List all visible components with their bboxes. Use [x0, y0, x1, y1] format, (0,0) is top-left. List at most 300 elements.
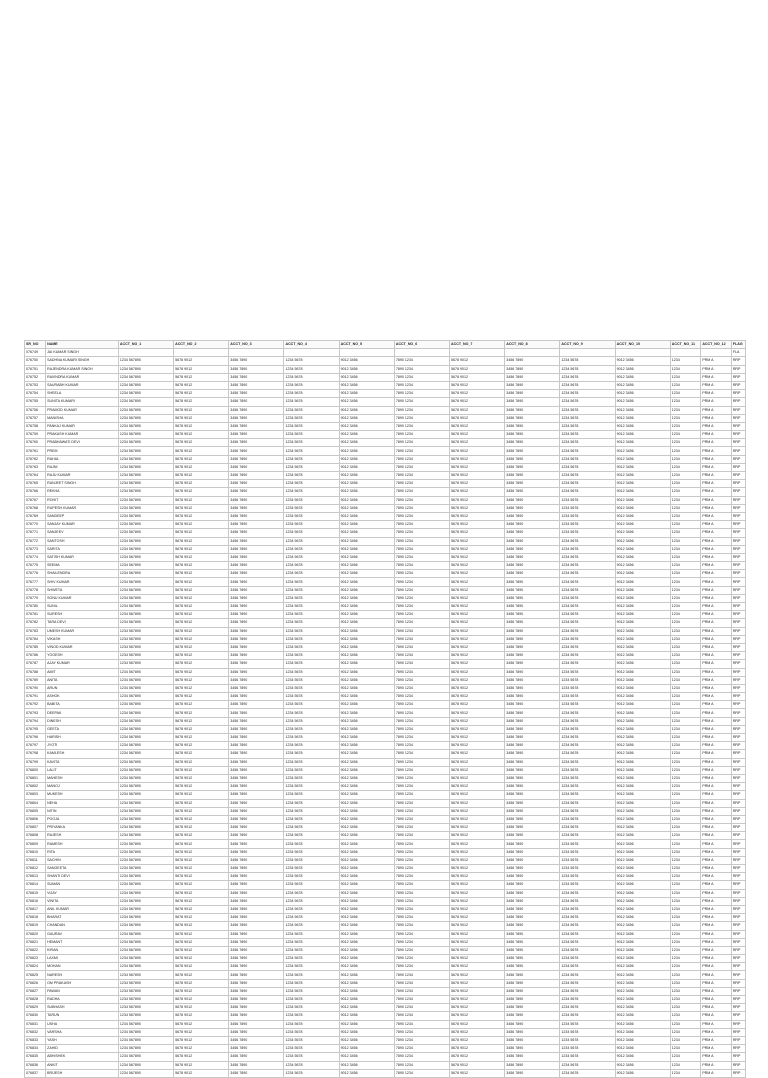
table-cell: 1234 567890	[118, 365, 173, 373]
table-cell: 1234 5678	[284, 725, 339, 733]
table-cell: 9012 3456	[615, 783, 670, 791]
table-cell: PRM A	[701, 578, 732, 586]
table-cell: 1234 567890	[118, 472, 173, 480]
name-cell: ANITA	[46, 676, 119, 684]
table-cell: 5678 9012	[174, 758, 229, 766]
table-cell: 1234 5678	[284, 553, 339, 561]
table-cell: 9012 3456	[615, 545, 670, 553]
table-cell: 9012 3456	[339, 455, 394, 463]
table-cell: RRP	[731, 1045, 745, 1053]
table-cell: 1234	[670, 512, 701, 520]
table-cell: RRP	[731, 562, 745, 570]
table-cell: 1234	[670, 521, 701, 529]
table-cell: 9012 3456	[339, 570, 394, 578]
table-cell: PRM A	[701, 586, 732, 594]
table-row	[25, 955, 746, 963]
table-cell: 7890 1234	[394, 815, 449, 823]
table-cell: 9012 3456	[339, 824, 394, 832]
name-cell: SURESH	[46, 611, 119, 619]
table-cell: 3456 7890	[505, 553, 560, 561]
table-cell: RRP	[731, 594, 745, 602]
row-id-cell: 076806	[25, 815, 46, 823]
table-cell: 1234 567890	[118, 758, 173, 766]
table-cell: 1234 567890	[118, 627, 173, 635]
table-cell: 5678 9012	[174, 717, 229, 725]
table-cell: 3456 7890	[229, 652, 284, 660]
table-cell: 1234 5678	[560, 1004, 615, 1012]
table-cell: 9012 3456	[615, 603, 670, 611]
table-cell: 1234 567890	[118, 611, 173, 619]
table-cell: 3456 7890	[229, 955, 284, 963]
table-row	[25, 668, 746, 676]
table-cell: 3456 7890	[229, 1069, 284, 1077]
table-cell: 1234 567890	[118, 766, 173, 774]
table-cell: 5678 9012	[450, 635, 505, 643]
table-cell: PRM A	[701, 439, 732, 447]
table-row	[25, 349, 746, 357]
table-cell: 7890 1234	[394, 553, 449, 561]
table-cell: 3456 7890	[229, 488, 284, 496]
table-cell: RRP	[731, 627, 745, 635]
table-cell: 1234 5678	[284, 455, 339, 463]
table-cell: 1234 5678	[560, 545, 615, 553]
table-cell: 1234 5678	[284, 938, 339, 946]
table-cell: 5678 9012	[450, 725, 505, 733]
table-cell: 1234 5678	[284, 914, 339, 922]
table-cell: 3456 7890	[505, 365, 560, 373]
table-cell: 1234	[670, 774, 701, 782]
table-cell: 3456 7890	[505, 381, 560, 389]
table-row	[25, 996, 746, 1004]
row-id-cell: 076790	[25, 684, 46, 692]
table-cell: 3456 7890	[505, 660, 560, 668]
table-cell: 1234	[670, 709, 701, 717]
table-cell: 3456 7890	[229, 840, 284, 848]
table-cell: 9012 3456	[339, 742, 394, 750]
table-cell: RRP	[731, 455, 745, 463]
table-cell: PRM A	[701, 1020, 732, 1028]
table-row	[25, 1012, 746, 1020]
row-id-cell: 076798	[25, 750, 46, 758]
table-cell: 1234	[670, 619, 701, 627]
table-cell: PRM A	[701, 406, 732, 414]
table-cell: 1234 5678	[560, 832, 615, 840]
table-cell: 3456 7890	[505, 504, 560, 512]
column-header: FLAG	[731, 341, 745, 349]
name-cell: RUPESH KUMAR	[46, 504, 119, 512]
table-cell: 5678 9012	[450, 668, 505, 676]
table-cell: 9012 3456	[615, 955, 670, 963]
table-cell: 1234	[670, 545, 701, 553]
name-cell: ARUN	[46, 684, 119, 692]
table-cell: 9012 3456	[339, 381, 394, 389]
table-cell: 9012 3456	[615, 987, 670, 995]
table-cell: 1234 567890	[118, 414, 173, 422]
table-cell: 3456 7890	[229, 398, 284, 406]
table-cell: 5678 9012	[450, 480, 505, 488]
table-cell: 9012 3456	[615, 1045, 670, 1053]
table-cell: 1234 5678	[284, 717, 339, 725]
table-cell: 9012 3456	[615, 865, 670, 873]
table-cell: 7890 1234	[394, 791, 449, 799]
table-cell: 1234 5678	[560, 578, 615, 586]
table-cell: 1234 5678	[284, 930, 339, 938]
table-cell: 5678 9012	[450, 455, 505, 463]
table-cell: 1234 5678	[284, 1061, 339, 1069]
table-cell: 1234 5678	[284, 873, 339, 881]
table-row	[25, 414, 746, 422]
table-cell: 1234 567890	[118, 1028, 173, 1036]
table-cell: 1234 5678	[560, 381, 615, 389]
row-id-cell: 076753	[25, 381, 46, 389]
table-cell: 7890 1234	[394, 398, 449, 406]
row-id-cell: 076837	[25, 1069, 46, 1077]
table-row	[25, 783, 746, 791]
table-cell: 1234 567890	[118, 865, 173, 873]
table-cell: 1234	[670, 734, 701, 742]
table-cell: 1234 5678	[284, 889, 339, 897]
table-cell: 1234 567890	[118, 422, 173, 430]
table-cell: 5678 9012	[174, 570, 229, 578]
table-cell: 1234 567890	[118, 717, 173, 725]
table-cell: 5678 9012	[450, 422, 505, 430]
column-header: NAME	[46, 341, 119, 349]
table-cell: 3456 7890	[229, 472, 284, 480]
table-cell: 7890 1234	[394, 701, 449, 709]
table-cell: 3456 7890	[229, 824, 284, 832]
table-cell: 9012 3456	[339, 619, 394, 627]
row-id-cell: 076831	[25, 1020, 46, 1028]
table-cell: 1234 567890	[118, 987, 173, 995]
table-cell: 1234 5678	[560, 897, 615, 905]
table-cell: RRP	[731, 512, 745, 520]
table-cell: 9012 3456	[339, 734, 394, 742]
table-cell: 3456 7890	[229, 848, 284, 856]
table-cell: 5678 9012	[450, 1028, 505, 1036]
table-cell: 9012 3456	[615, 643, 670, 651]
table-cell: 9012 3456	[339, 865, 394, 873]
table-cell: 9012 3456	[339, 365, 394, 373]
table-cell: 5678 9012	[450, 1061, 505, 1069]
name-cell: RANJEET SINGH	[46, 480, 119, 488]
table-cell: PRM A	[701, 815, 732, 823]
table-cell: 3456 7890	[229, 758, 284, 766]
table-cell: 7890 1234	[394, 799, 449, 807]
table-cell: 5678 9012	[450, 1020, 505, 1028]
table-cell: 1234 5678	[560, 480, 615, 488]
table-cell: 5678 9012	[174, 799, 229, 807]
table-cell: RRP	[731, 914, 745, 922]
table-cell: PRM A	[701, 930, 732, 938]
table-cell: 1234 5678	[284, 987, 339, 995]
row-id-cell: 076827	[25, 987, 46, 995]
table-cell: 1234	[670, 979, 701, 987]
table-cell: 3456 7890	[505, 594, 560, 602]
table-cell: 5678 9012	[450, 717, 505, 725]
table-row	[25, 946, 746, 954]
table-cell: PRM A	[701, 627, 732, 635]
name-cell: AMIT	[46, 668, 119, 676]
table-cell: 9012 3456	[615, 398, 670, 406]
table-cell: PRM A	[701, 693, 732, 701]
table-cell: 9012 3456	[615, 1028, 670, 1036]
table-cell: RRP	[731, 897, 745, 905]
table-cell: 3456 7890	[229, 873, 284, 881]
table-cell: 1234 567890	[118, 922, 173, 930]
table-cell: 9012 3456	[615, 824, 670, 832]
table-cell: 1234 5678	[284, 791, 339, 799]
table-row	[25, 709, 746, 717]
table-cell: 3456 7890	[229, 971, 284, 979]
table-row	[25, 439, 746, 447]
table-cell: 3456 7890	[229, 701, 284, 709]
table-cell: 1234 567890	[118, 373, 173, 381]
table-cell: RRP	[731, 742, 745, 750]
row-id-cell: 076830	[25, 1012, 46, 1020]
table-cell: 9012 3456	[339, 521, 394, 529]
table-cell: 1234 5678	[284, 373, 339, 381]
table-cell: 9012 3456	[339, 881, 394, 889]
table-cell: PRM A	[701, 447, 732, 455]
name-cell: KAMLESH	[46, 750, 119, 758]
table-cell: 9012 3456	[615, 750, 670, 758]
table-cell: 1234 567890	[118, 734, 173, 742]
name-cell: YOGESH	[46, 652, 119, 660]
table-cell: 1234	[670, 922, 701, 930]
table-cell: PRM A	[701, 676, 732, 684]
table-row	[25, 905, 746, 913]
table-cell: 3456 7890	[229, 357, 284, 365]
table-cell: 7890 1234	[394, 758, 449, 766]
table-cell: 1234	[670, 480, 701, 488]
table-cell: 1234 567890	[118, 905, 173, 913]
table-row	[25, 1020, 746, 1028]
row-id-cell: 076817	[25, 905, 46, 913]
table-cell: 5678 9012	[450, 750, 505, 758]
table-cell: 9012 3456	[339, 840, 394, 848]
table-cell: 9012 3456	[615, 807, 670, 815]
column-header: ACCT_NO_7	[450, 341, 505, 349]
table-cell: 9012 3456	[339, 431, 394, 439]
table-cell: 9012 3456	[615, 480, 670, 488]
table-cell: 1234	[670, 758, 701, 766]
table-cell: 7890 1234	[394, 537, 449, 545]
table-cell: 1234 567890	[118, 603, 173, 611]
table-cell: RRP	[731, 668, 745, 676]
name-cell: TARUN	[46, 1012, 119, 1020]
row-id-cell: 076758	[25, 422, 46, 430]
column-header: ACCT_NO_12	[701, 341, 732, 349]
table-cell: 1234 5678	[284, 693, 339, 701]
name-cell: PAWAN	[46, 987, 119, 995]
table-cell: PRM A	[701, 463, 732, 471]
table-cell: PRM A	[701, 709, 732, 717]
table-cell: PRM A	[701, 897, 732, 905]
table-cell: PRM A	[701, 905, 732, 913]
table-cell: 3456 7890	[505, 766, 560, 774]
table-cell: 3456 7890	[505, 824, 560, 832]
table-cell: PRM A	[701, 1061, 732, 1069]
table-cell: 1234	[670, 447, 701, 455]
table-cell: 1234 567890	[118, 693, 173, 701]
table-cell: 3456 7890	[505, 774, 560, 782]
table-cell: 1234 567890	[118, 807, 173, 815]
table-cell: 5678 9012	[450, 619, 505, 627]
table-row	[25, 521, 746, 529]
table-cell: 1234 567890	[118, 496, 173, 504]
table-cell: 7890 1234	[394, 660, 449, 668]
table-cell: 9012 3456	[339, 873, 394, 881]
table-cell: 1234 5678	[560, 398, 615, 406]
table-cell: 1234 567890	[118, 1012, 173, 1020]
table-cell: 3456 7890	[505, 799, 560, 807]
table-cell: 3456 7890	[505, 537, 560, 545]
table-cell: 1234	[670, 1020, 701, 1028]
table-cell: 5678 9012	[450, 889, 505, 897]
table-cell: 1234 5678	[560, 758, 615, 766]
name-cell: ANIL KUMAR	[46, 905, 119, 913]
table-cell: 1234 5678	[284, 643, 339, 651]
table-row	[25, 586, 746, 594]
table-cell: 9012 3456	[339, 848, 394, 856]
table-cell: 5678 9012	[450, 496, 505, 504]
table-cell: 9012 3456	[339, 930, 394, 938]
table-cell: 1234 5678	[560, 390, 615, 398]
name-cell: RAMESH	[46, 840, 119, 848]
table-cell: 3456 7890	[505, 856, 560, 864]
table-cell: 3456 7890	[229, 807, 284, 815]
table-cell: 7890 1234	[394, 1012, 449, 1020]
table-cell: RRP	[731, 643, 745, 651]
table-cell: 1234 5678	[560, 1028, 615, 1036]
name-cell: PRAKASH KUMAR	[46, 431, 119, 439]
name-cell: BABITA	[46, 701, 119, 709]
table-cell: 5678 9012	[174, 422, 229, 430]
table-cell: 5678 9012	[450, 742, 505, 750]
table-cell: RRP	[731, 758, 745, 766]
table-cell: 1234 5678	[284, 488, 339, 496]
table-cell: PRM A	[701, 758, 732, 766]
table-cell: 3456 7890	[229, 791, 284, 799]
table-cell: 5678 9012	[450, 1012, 505, 1020]
table-cell: PRM A	[701, 390, 732, 398]
table-cell: 9012 3456	[339, 717, 394, 725]
table-cell: 7890 1234	[394, 987, 449, 995]
table-cell: 5678 9012	[174, 676, 229, 684]
table-cell: PRM A	[701, 1045, 732, 1053]
table-cell: 1234 567890	[118, 447, 173, 455]
row-id-cell: 076815	[25, 889, 46, 897]
table-cell: 1234 5678	[284, 1004, 339, 1012]
table-cell: 3456 7890	[505, 603, 560, 611]
table-cell: 5678 9012	[174, 938, 229, 946]
table-cell: 3456 7890	[229, 799, 284, 807]
table-cell: 3456 7890	[505, 676, 560, 684]
table-cell: RRP	[731, 750, 745, 758]
table-cell: 9012 3456	[339, 1069, 394, 1077]
row-id-cell: 076756	[25, 406, 46, 414]
table-cell: 7890 1234	[394, 570, 449, 578]
name-cell: ASHOK	[46, 693, 119, 701]
table-cell: RRP	[731, 1012, 745, 1020]
table-cell: 9012 3456	[339, 512, 394, 520]
table-cell: 1234	[670, 865, 701, 873]
table-cell: 5678 9012	[450, 865, 505, 873]
name-cell: PRIYANKA	[46, 824, 119, 832]
table-cell: 3456 7890	[505, 570, 560, 578]
table-row	[25, 1004, 746, 1012]
table-cell: 7890 1234	[394, 774, 449, 782]
table-cell: 1234 5678	[284, 1053, 339, 1061]
table-row	[25, 553, 746, 561]
row-id-cell: 076812	[25, 865, 46, 873]
table-row	[25, 684, 746, 692]
table-cell: 1234 567890	[118, 643, 173, 651]
table-cell: PRM A	[701, 848, 732, 856]
table-cell: 1234 5678	[284, 905, 339, 913]
table-cell: 9012 3456	[615, 742, 670, 750]
table-cell: 1234	[670, 856, 701, 864]
name-cell: DINESH	[46, 717, 119, 725]
table-cell: 5678 9012	[174, 905, 229, 913]
table-row	[25, 472, 746, 480]
table-cell: 5678 9012	[174, 611, 229, 619]
table-cell: 1234 5678	[560, 660, 615, 668]
table-cell: 9012 3456	[339, 398, 394, 406]
table-cell: 3456 7890	[229, 668, 284, 676]
table-cell: 1234	[670, 824, 701, 832]
table-cell: RRP	[731, 865, 745, 873]
table-cell: 7890 1234	[394, 963, 449, 971]
name-cell: ABHISHEK	[46, 1053, 119, 1061]
table-cell: 9012 3456	[615, 553, 670, 561]
table-cell: 9012 3456	[615, 701, 670, 709]
table-cell: 1234	[670, 635, 701, 643]
table-row	[25, 750, 746, 758]
table-cell: 1234 5678	[560, 693, 615, 701]
table-cell: 1234	[670, 799, 701, 807]
name-cell: RAJU KUMAR	[46, 472, 119, 480]
name-cell: SADHNA KUMARI SINGH	[46, 357, 119, 365]
table-cell: 5678 9012	[174, 783, 229, 791]
table-cell: 9012 3456	[339, 750, 394, 758]
table-cell: 1234 567890	[118, 889, 173, 897]
table-cell: 1234	[670, 668, 701, 676]
table-row	[25, 496, 746, 504]
table-cell: 9012 3456	[615, 938, 670, 946]
row-id-cell: 076768	[25, 504, 46, 512]
table-cell: 1234	[670, 873, 701, 881]
table-cell: 1234	[670, 750, 701, 758]
table-cell: PRM A	[701, 684, 732, 692]
table-cell: 1234 5678	[284, 971, 339, 979]
table-row	[25, 987, 746, 995]
table-cell: 5678 9012	[174, 594, 229, 602]
table-cell: 1234 567890	[118, 455, 173, 463]
table-cell: 5678 9012	[174, 914, 229, 922]
table-cell: 5678 9012	[450, 766, 505, 774]
table-cell: 9012 3456	[615, 529, 670, 537]
table-cell: 9012 3456	[615, 472, 670, 480]
table-cell: 1234 567890	[118, 521, 173, 529]
table-cell: 3456 7890	[229, 734, 284, 742]
table-cell: 3456 7890	[229, 660, 284, 668]
table-cell: RRP	[731, 824, 745, 832]
table-cell: 1234 5678	[560, 455, 615, 463]
table-cell	[394, 349, 449, 357]
table-cell: 9012 3456	[615, 373, 670, 381]
row-id-cell: 076765	[25, 480, 46, 488]
